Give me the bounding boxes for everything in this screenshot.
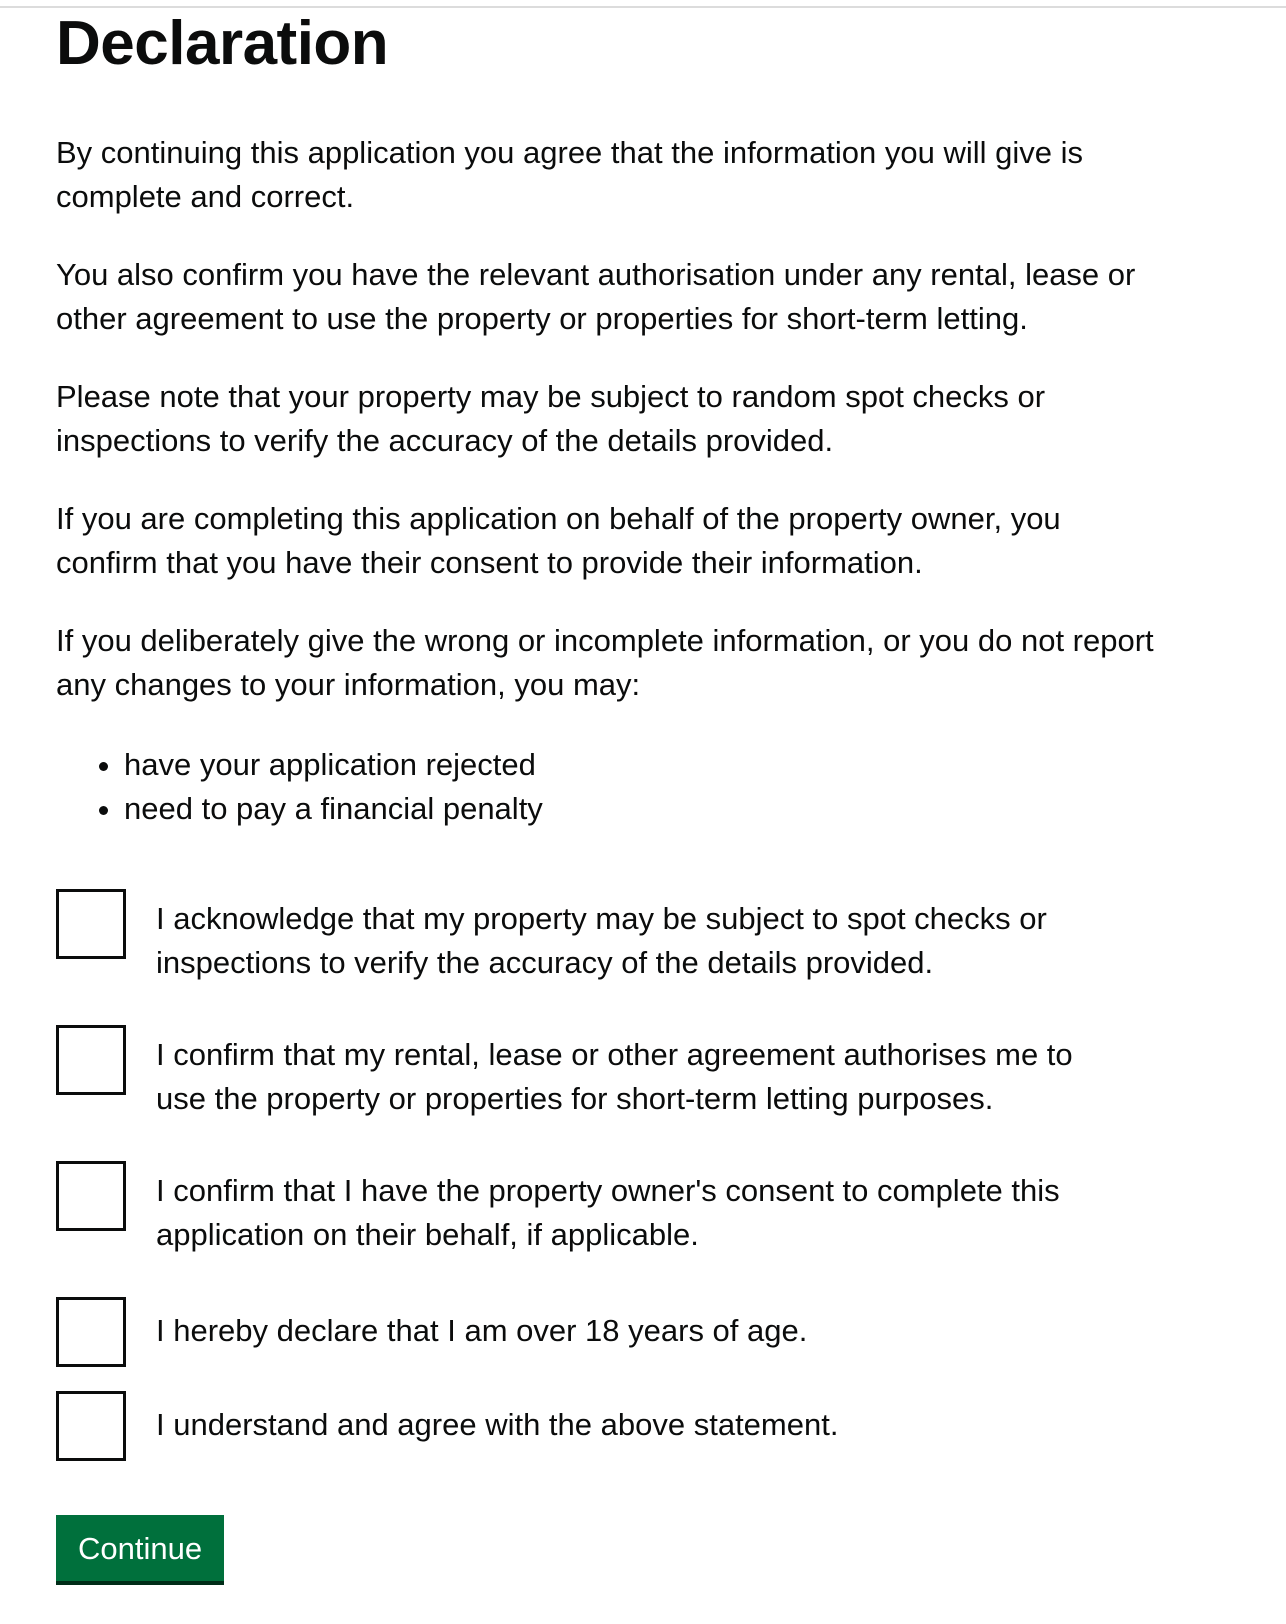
checkbox-owner-consent-box[interactable] — [56, 1161, 126, 1231]
declaration-paragraph-owner-consent: If you are completing this application on behalf of the property owner, you confirm that you have their consent to provide their information. — [56, 501, 1061, 581]
declaration-paragraph-authorisation: You also confirm you have the relevant authorisation under any rental, lease or other agreement to use the property or properties for short-term letting. — [56, 257, 1136, 337]
list-item: • need to pay a financial penalty — [124, 787, 1166, 831]
consequences-list — [56, 743, 1166, 831]
checkbox-over-18[interactable] — [56, 1297, 1166, 1367]
checkbox-rental-authorisation-label[interactable]: I confirm that my rental, lease or other agreement authorises me to use the property or properties for short-term letting purposes. — [156, 1037, 1073, 1117]
checkbox-spot-checks-label[interactable]: I acknowledge that my property may be subject to spot checks or inspections to verify the accuracy of the details provided. — [156, 901, 1047, 981]
checkbox-over-18-label[interactable]: I hereby declare that I am over 18 years of age. — [156, 1313, 808, 1349]
declaration-paragraph-spot-checks: Please note that your property may be subject to random spot checks or inspections to verify the accuracy of the details provided. — [56, 379, 1046, 459]
checkbox-rental-authorisation[interactable] — [56, 1025, 1166, 1121]
continue-button[interactable]: Continue — [56, 1515, 224, 1581]
checkbox-agree-statement-label[interactable]: I understand and agree with the above statement. — [156, 1407, 839, 1443]
checkbox-spot-checks[interactable] — [56, 889, 1166, 985]
declaration-checkboxes — [56, 889, 1166, 1461]
checkbox-spot-checks-box[interactable] — [56, 889, 126, 959]
checkbox-owner-consent[interactable] — [56, 1161, 1166, 1257]
list-item: • have your application rejected — [124, 743, 1166, 787]
checkbox-rental-authorisation-box[interactable] — [56, 1025, 126, 1095]
checkbox-agree-statement[interactable] — [56, 1391, 1166, 1461]
declaration-paragraph-complete-correct: By continuing this application you agree that the information you will give is complete and correct. — [56, 135, 1084, 215]
checkbox-agree-statement-box[interactable] — [56, 1391, 126, 1461]
page-title: Declaration — [56, 9, 389, 78]
checkbox-over-18-box[interactable] — [56, 1297, 126, 1367]
declaration-paragraph-consequences-intro: If you deliberately give the wrong or incomplete information, or you do not report any changes to your information, you may: — [56, 623, 1154, 703]
checkbox-owner-consent-label[interactable]: I confirm that I have the property owner's consent to complete this application on their behalf, if applicable. — [156, 1173, 1060, 1253]
declaration-page — [56, 0, 1166, 1581]
